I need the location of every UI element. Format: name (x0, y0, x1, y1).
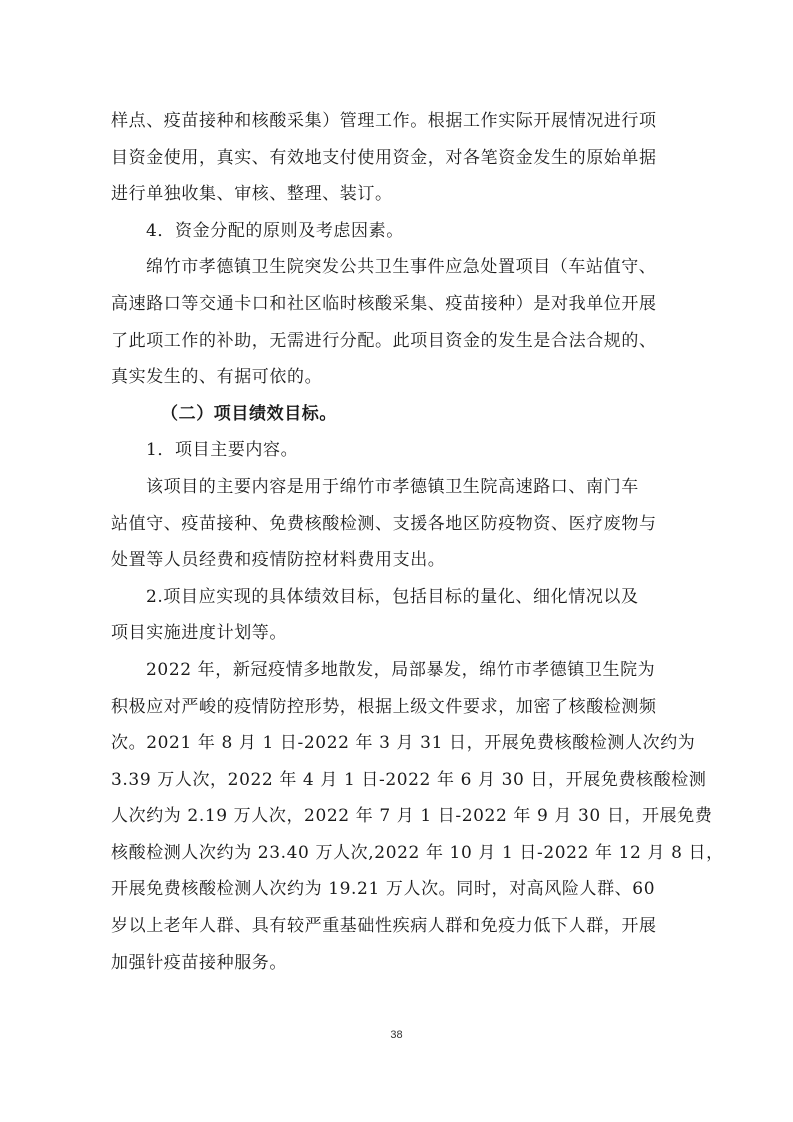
text-line: 了此项工作的补助，无需进行分配。此项目资金的发生是合法合规的、 (111, 330, 657, 351)
text-line: 站值守、疫苗接种、免费核酸检测、支援各地区防疫物资、医疗废物与 (111, 513, 657, 534)
text-line: 绵竹市孝德镇卫生院突发公共卫生事件应急处置项目（车站值守、 (146, 257, 657, 278)
text-line: 积极应对严峻的疫情防控形势，根据上级文件要求，加密了核酸检测频 (111, 696, 657, 717)
text-line: 目资金使用，真实、有效地支付使用资金，对各笔资金发生的原始单据 (111, 147, 657, 168)
text-line: 进行单独收集、审核、整理、装订。 (111, 184, 393, 205)
text-line: 项目实施进度计划等。 (111, 623, 287, 644)
text-line: 样点、疫苗接种和核酸采集）管理工作。根据工作实际开展情况进行项 (111, 111, 657, 131)
text-line: 处置等人员经费和疫情防控材料费用支出。 (111, 550, 446, 571)
page-number: 38 (390, 1029, 403, 1041)
text-line: 加强针疫苗接种服务。 (111, 952, 287, 973)
text-line: 核酸检测人次约为 23.40 万人次,2022 年 10 月 1 日-2022 年 12 月 8 日， (111, 842, 724, 863)
section-heading: 2.项目应实现的具体绩效目标，包括目标的量化、细化情况以及 (146, 586, 639, 607)
text-line: 人次约为 2.19 万人次，2022 年 7 月 1 日-2022 年 9 月 30 日，开展免费 (111, 806, 713, 827)
document-body (111, 103, 724, 981)
section-heading: 1．项目主要内容。 (146, 440, 299, 461)
bold-heading: （二）项目绩效目标。 (161, 403, 337, 424)
text-line: 真实发生的、有据可依的。 (111, 367, 323, 388)
text-line: 高速路口等交通卡口和社区临时核酸采集、疫苗接种）是对我单位开展 (111, 293, 657, 314)
section-heading: 4．资金分配的原则及考虑因素。 (146, 220, 404, 241)
text-line: 次。2021 年 8 月 1 日-2022 年 3 月 31 日，开展免费核酸检测人次约为 (111, 733, 696, 754)
text-line: 开展免费核酸检测人次约为 19.21 万人次。同时，对高风险人群、60 (111, 879, 656, 900)
text-line: 3.39 万人次，2022 年 4 月 1 日-2022 年 6 月 30 日，开展免费核酸检测 (111, 769, 707, 790)
text-line: 该项目的主要内容是用于绵竹市孝德镇卫生院高速路口、南门车 (146, 476, 639, 497)
text-line: 2022 年，新冠疫情多地散发，局部暴发，绵竹市孝德镇卫生院为 (146, 659, 656, 680)
text-line: 岁以上老年人群、具有较严重基础性疾病人群和免疫力低下人群，开展 (111, 916, 657, 937)
